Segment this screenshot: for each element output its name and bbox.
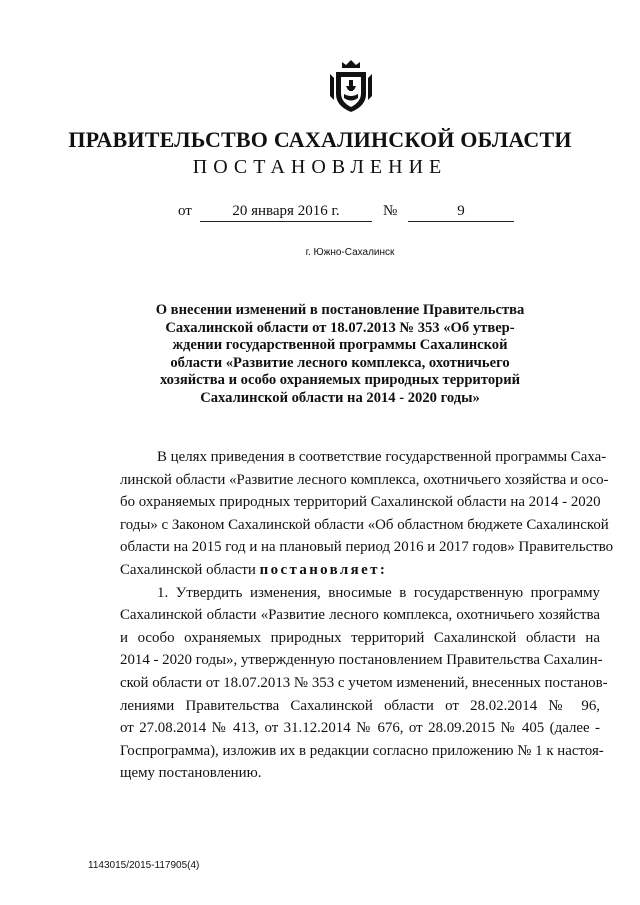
body-line: 2014 - 2020 годы», утвержденную постановлением Правительства Сахалин- (120, 652, 603, 669)
body-line-last (120, 559, 600, 582)
body-line: годы» с Законом Сахалинской области «Об областном бюджете Сахалинской (120, 516, 609, 533)
body-line: бо охраняемых природных территорий Сахалинской области на 2014 - 2020 (120, 494, 601, 511)
body-line: области на 2015 год и на плановый период 2016 и 2017 годов» Правительство (120, 539, 614, 556)
body-line: линской области «Развитие лесного комплекса, охотничьего хозяйства и осо- (120, 471, 609, 488)
document-body (120, 446, 614, 785)
body-line: щему постановлению. (120, 765, 262, 782)
body-line: Госпрограмма), изложив их в редакции согласно приложению № 1 к настоя- (120, 742, 604, 759)
subject-line: Сахалинской области от 18.07.2013 № 353 «Об утвер- (165, 319, 515, 336)
body-line: В целях приведения в соответствие государственной программы Саха- (157, 449, 607, 465)
body-line: Сахалинской области «Развитие лесного комплекса, охотничьего хозяйства (120, 607, 600, 624)
subject-line: О внесении изменений в постановление Правительства (155, 302, 525, 318)
document-code: 1143015/2015-117905(4) (88, 860, 200, 871)
body-text: Сахалинской области (120, 561, 260, 578)
subject-line: Сахалинской области на 2014 - 2020 годы» (200, 389, 480, 406)
number-sign: № (383, 203, 398, 219)
city: г. Южно-Сахалинск (305, 247, 395, 258)
body-line: ской области от 18.07.2013 № 353 с учетом изменений, внесенных постанов- (120, 674, 608, 691)
paragraph-preamble (120, 446, 614, 582)
date-prefix: от (178, 203, 192, 219)
document-number: 9 (408, 203, 514, 222)
subject-line: области «Развитие лесного комплекса, охотничьего (170, 354, 510, 371)
document-subject (150, 302, 530, 408)
subject-line: ждении государственной программы Сахалинской (172, 337, 508, 354)
government-title: ПРАВИТЕЛЬСТВО САХАЛИНСКОЙ ОБЛАСТИ (68, 127, 572, 152)
subject-line: хозяйства и особо охраняемых природных территорий (159, 372, 521, 389)
body-line: и особо охраняемых природных территорий Сахалинской области на (120, 629, 600, 646)
body-line: лениями Правительства Сахалинской области от 28.02.2014 № 96, (120, 697, 600, 714)
paragraph-item-1 (120, 582, 608, 785)
body-line: от 27.08.2014 № 413, от 31.12.2014 № 676, от 28.09.2015 № 405 (далее - (120, 720, 600, 737)
document-date: 20 января 2016 г. (200, 203, 372, 222)
coat-of-arms-icon (328, 58, 374, 114)
body-line: 1. Утвердить изменения, вносимые в государственную программу (157, 584, 600, 601)
document-type: ПОСТАНОВЛЕНИЕ (192, 156, 448, 178)
resolves-keyword: постановляет: (259, 561, 388, 578)
